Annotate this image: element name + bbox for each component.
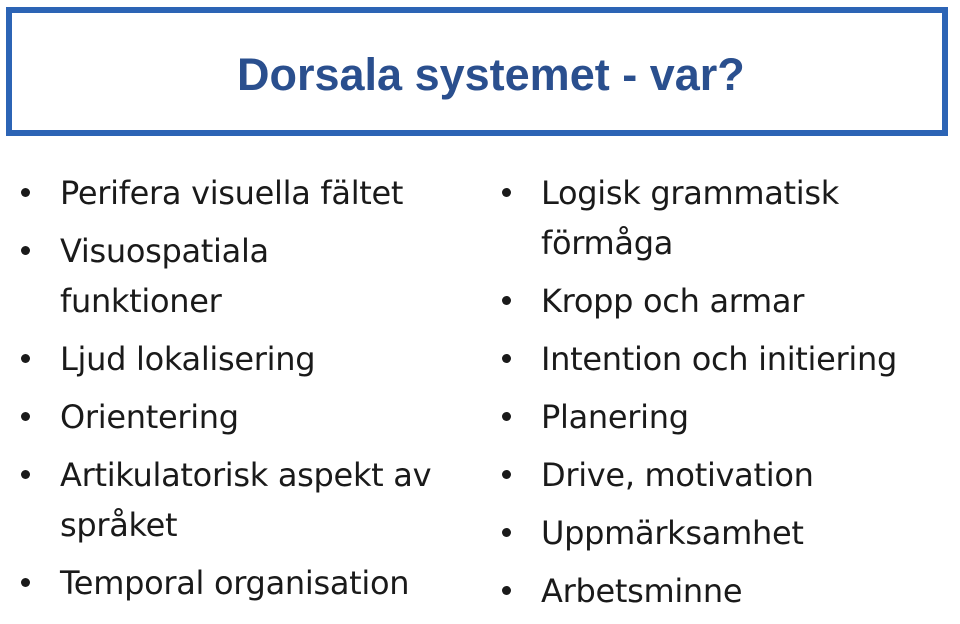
bullet-text-line: Perifera visuella fältet — [60, 174, 404, 212]
bullet-text-line: Ljud lokalisering — [60, 340, 316, 378]
bullet-dot-icon — [502, 296, 511, 305]
bullet-item — [497, 392, 952, 442]
bullet-dot-icon — [21, 246, 30, 255]
bullet-dot-icon — [21, 188, 30, 197]
bullet-item — [16, 226, 456, 326]
bullet-dot-icon — [21, 578, 30, 587]
bullet-text-line: Logisk grammatisk — [541, 174, 839, 212]
bullet-item — [16, 392, 456, 442]
bullet-text-line: språket — [60, 506, 178, 544]
bullet-dot-icon — [502, 470, 511, 479]
bullet-text-line: Orientering — [60, 398, 239, 436]
bullet-text-line: Planering — [541, 398, 689, 436]
bullet-item — [497, 334, 952, 384]
bullet-dot-icon — [502, 528, 511, 537]
bullet-text-line: Visuospatiala — [60, 232, 269, 270]
bullet-text-line: Artikulatorisk aspekt av — [60, 456, 432, 494]
bullet-text-line: Drive, motivation — [541, 456, 814, 494]
bullet-text-line: Arbetsminne — [541, 572, 743, 610]
bullet-text-line: förmåga — [541, 224, 674, 262]
bullet-dot-icon — [21, 470, 30, 479]
bullet-text-line: Kropp och armar — [541, 282, 805, 320]
bullet-text-line: Temporal organisation — [60, 564, 410, 602]
left-bullet-list — [16, 168, 456, 616]
bullet-text-line: Uppmärksamhet — [541, 514, 804, 552]
bullet-item — [16, 558, 456, 608]
bullet-item — [497, 276, 952, 326]
bullet-item — [497, 508, 952, 558]
bullet-dot-icon — [502, 354, 511, 363]
bullet-dot-icon — [502, 188, 511, 197]
bullet-item — [16, 168, 456, 218]
slide-title: Dorsala systemet - var? — [237, 49, 745, 100]
bullet-item — [16, 334, 456, 384]
bullet-dot-icon — [502, 586, 511, 595]
bullet-text-line: funktioner — [60, 282, 222, 320]
bullet-item — [497, 168, 952, 268]
bullet-dot-icon — [21, 412, 30, 421]
title-box — [6, 7, 948, 136]
right-bullet-list — [497, 168, 952, 624]
bullet-dot-icon — [21, 354, 30, 363]
bullet-text-line: Intention och initiering — [541, 340, 897, 378]
bullet-item — [497, 450, 952, 500]
bullet-dot-icon — [502, 412, 511, 421]
bullet-item — [16, 450, 456, 550]
